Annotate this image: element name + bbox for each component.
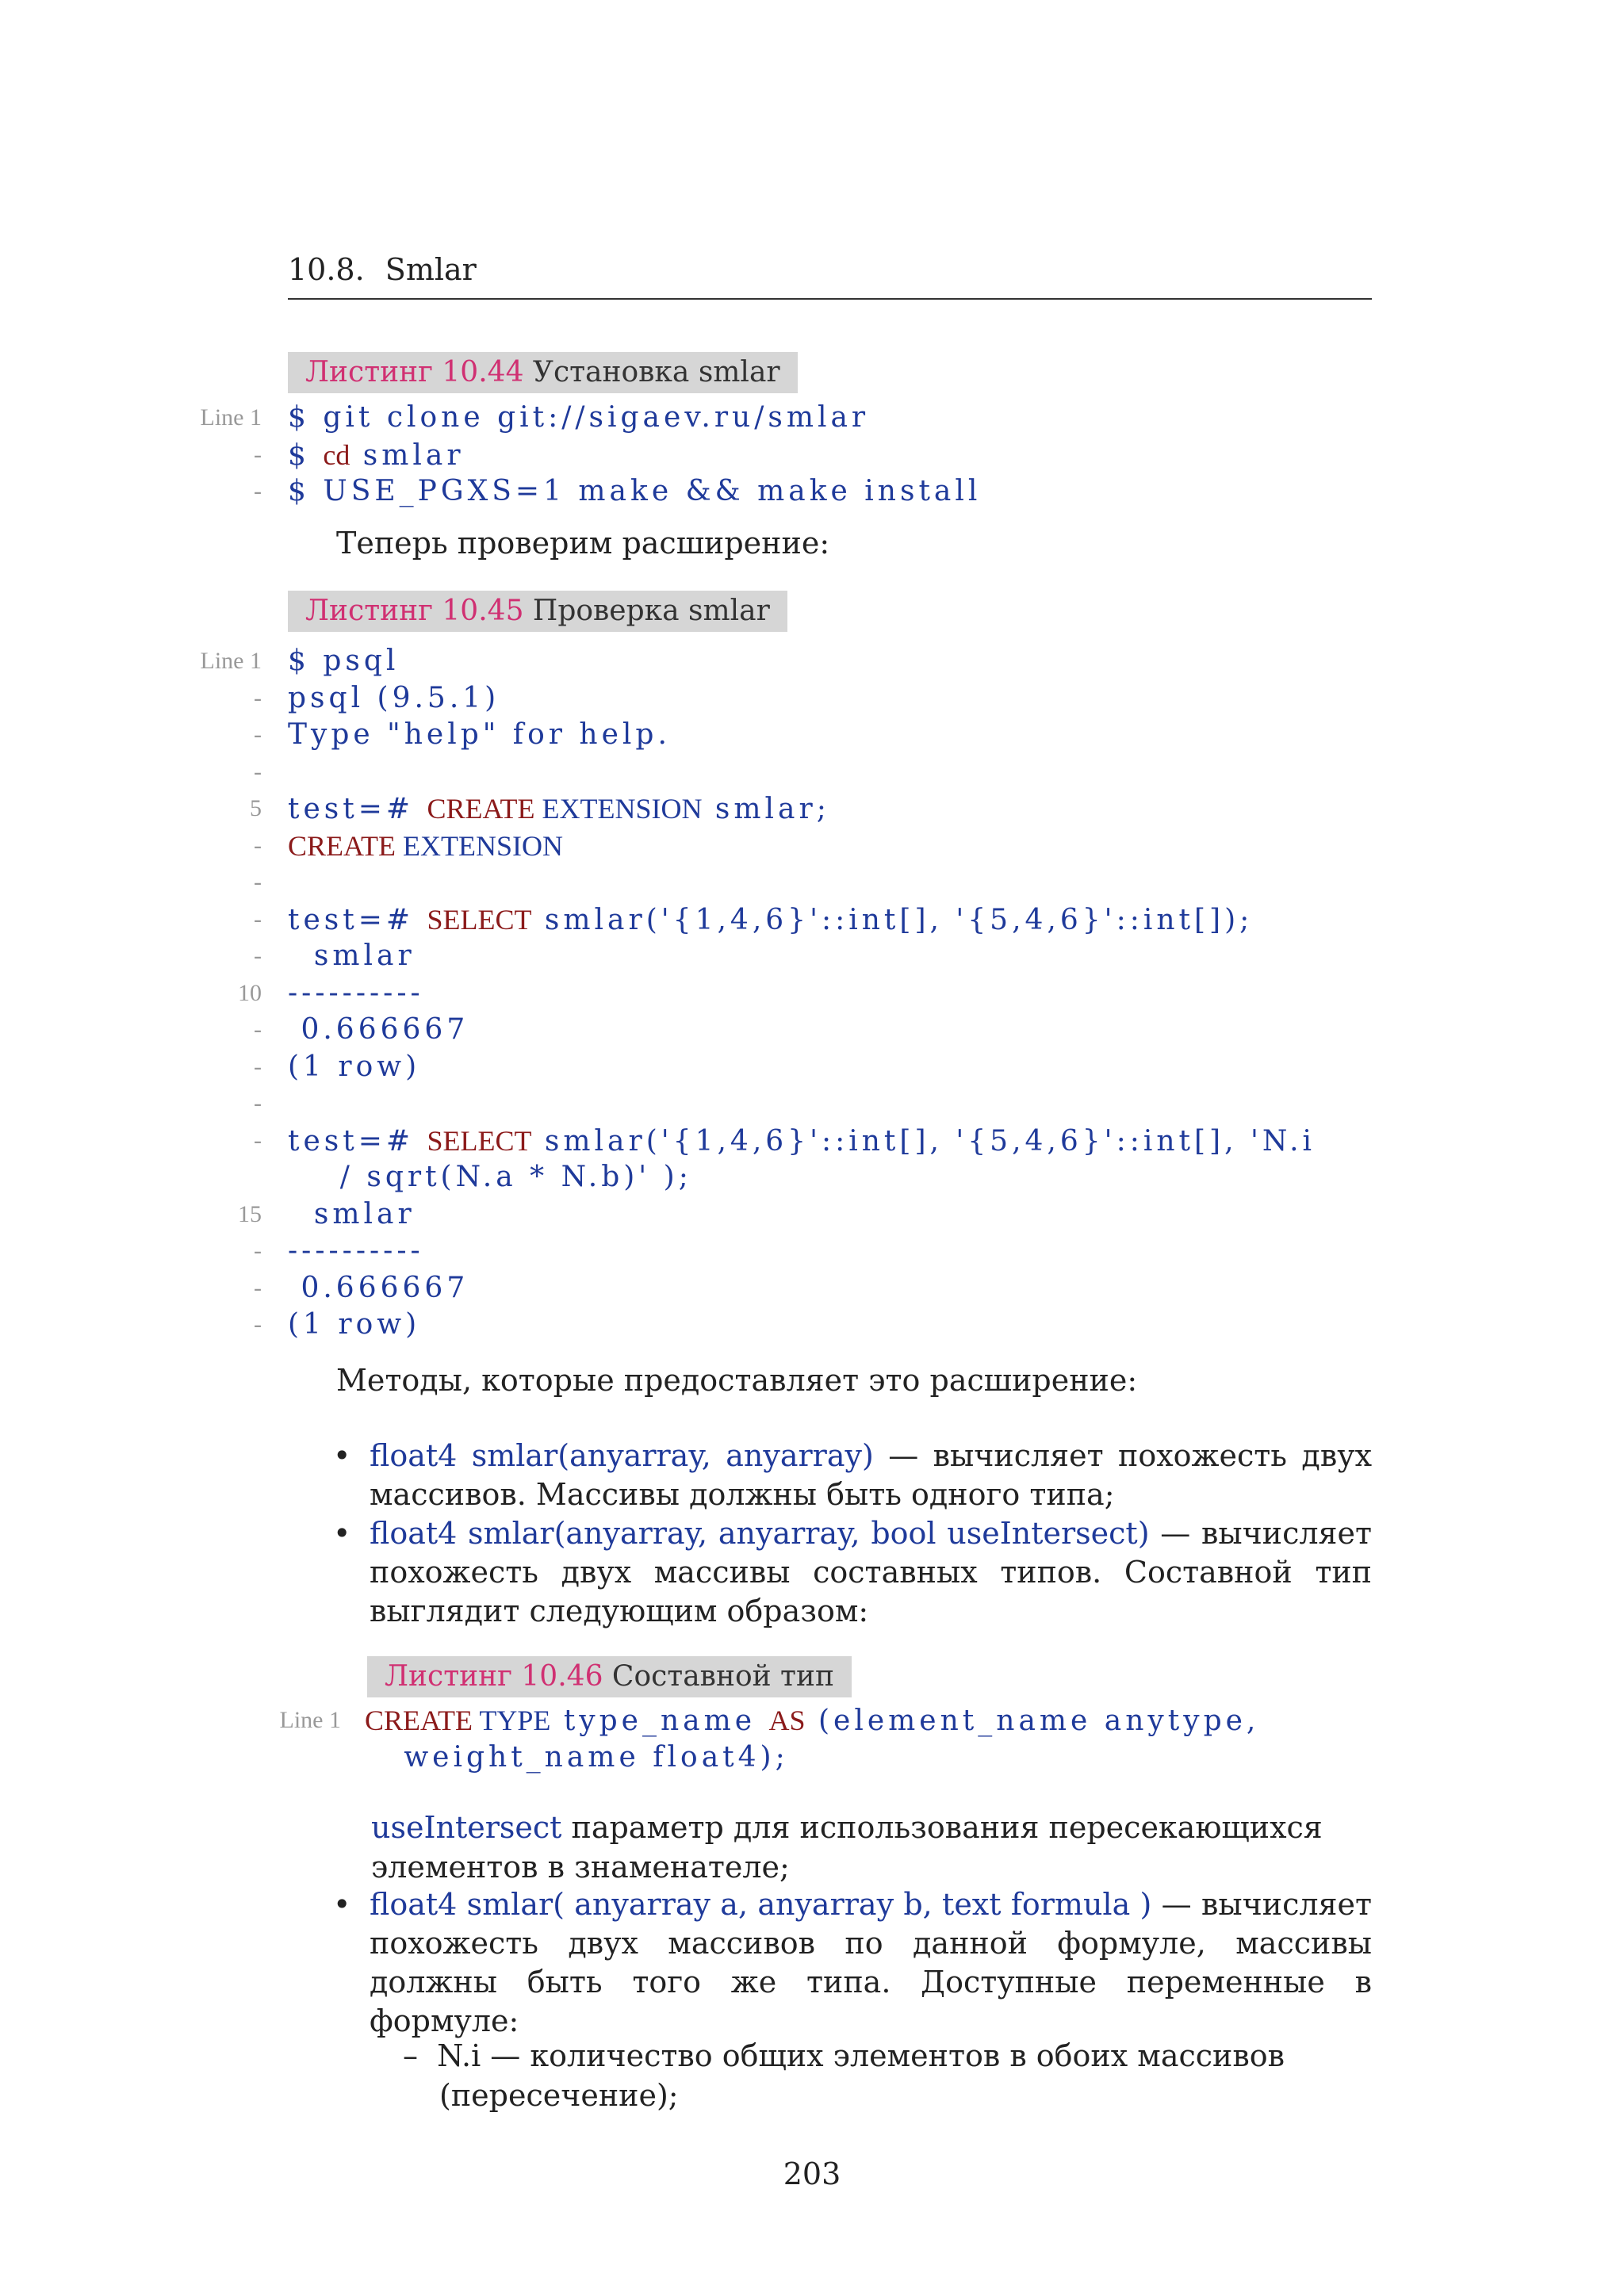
bullet-icon: • — [333, 1438, 351, 1473]
code-line — [0, 1307, 1624, 1344]
code-fragment: / sqrt(N.a * N.b)' ); — [288, 1161, 692, 1193]
code-fragment: 0.666667 — [288, 1271, 469, 1304]
code-text — [288, 643, 399, 680]
item-text: — вычисляет похожесть двух массивов. Массивы должны быть одного типа; — [370, 1438, 1372, 1512]
code-line — [0, 790, 1624, 828]
term: useIntersect — [371, 1810, 562, 1845]
code-line — [0, 828, 1624, 865]
code-fragment: test=# — [288, 903, 427, 936]
list-item — [333, 1885, 1372, 2041]
line-number: - — [254, 943, 262, 969]
listing-caption-45 — [288, 591, 787, 632]
bullet-icon: • — [333, 1516, 351, 1551]
code-line — [0, 643, 1624, 680]
code-text — [365, 1739, 789, 1777]
code-fragment: smlar — [350, 438, 465, 472]
line-number: - — [254, 441, 262, 468]
listing-label: Листинг 10.46 — [385, 1660, 603, 1693]
code-text — [288, 437, 465, 475]
code-keyword: TYPE — [473, 1705, 551, 1736]
code-keyword: CREATE — [288, 829, 396, 862]
code-text — [288, 680, 500, 718]
code-line — [0, 473, 1624, 511]
code-text — [288, 790, 830, 828]
listing-caption-46 — [367, 1656, 852, 1697]
bullet-list — [333, 1437, 1372, 1631]
code-keyword: CREATE — [365, 1705, 473, 1736]
code-fragment: smlar — [288, 1197, 416, 1230]
line-number: - — [254, 1053, 262, 1080]
code-fragment: (1 row) — [288, 1308, 421, 1341]
code-text — [288, 1196, 416, 1234]
code-keyword: EXTENSION — [396, 829, 563, 862]
function-signature: float4 smlar(anyarray, anyarray, bool useIntersect) — [370, 1516, 1150, 1551]
line-number: - — [254, 1127, 262, 1154]
code-listing-45 — [0, 643, 1624, 1344]
bullet-icon: • — [333, 1887, 351, 1922]
paragraph-check: Теперь проверим расширение: — [336, 526, 830, 561]
code-line — [0, 1159, 1624, 1196]
line-number: 5 — [250, 795, 262, 821]
code-fragment: 0.666667 — [288, 1013, 469, 1046]
line-number: - — [254, 1311, 262, 1337]
paragraph-use-intersect — [371, 1808, 1372, 1887]
line-number: - — [254, 905, 262, 932]
item-text: — вычисляет похожесть двух массивов по данной формуле, массивы должны быть того же типа. Доступные переменные в формуле: — [370, 1887, 1372, 2038]
code-text — [365, 1702, 1259, 1740]
code-fragment: (1 row) — [288, 1050, 421, 1083]
code-line — [0, 1123, 1624, 1160]
line-number: - — [254, 684, 262, 711]
code-keyword: EXTENSION — [534, 793, 703, 825]
code-fragment: smlar('{1,4,6}'::int[], '{5,4,6}'::int[]); — [531, 903, 1254, 936]
code-keyword: SELECT — [427, 903, 532, 936]
code-fragment: $ psql — [288, 645, 400, 677]
code-line — [0, 1270, 1624, 1307]
code-fragment: ---------- — [288, 976, 424, 1009]
code-line — [0, 400, 1624, 437]
paragraph-methods: Методы, которые предоставляет это расширение: — [336, 1363, 1138, 1398]
line-number: Line 1 — [279, 1707, 341, 1733]
code-fragment: smlar; — [702, 793, 830, 825]
item-text: — вычисляет похожесть двух массивы составных типов. Составной тип выглядит следующим образом: — [370, 1516, 1372, 1628]
code-text — [288, 1270, 469, 1307]
code-text — [288, 938, 416, 975]
section-title: Smlar — [385, 252, 477, 287]
code-fragment: ---------- — [288, 1234, 424, 1267]
code-fragment: smlar('{1,4,6}'::int[], '{5,4,6}'::int[], 'N.i — [531, 1124, 1316, 1158]
code-line — [0, 1049, 1624, 1086]
code-fragment: type_name — [550, 1705, 769, 1737]
code-text — [288, 901, 1253, 939]
line-number: - — [254, 478, 262, 504]
running-header — [288, 252, 1372, 300]
listing-caption-44 — [288, 352, 798, 393]
code-line — [0, 1085, 1624, 1123]
line-number: 15 — [238, 1200, 262, 1227]
sub-list-item — [403, 2036, 1408, 2115]
line-number: - — [254, 1090, 262, 1116]
function-signature: float4 smlar( anyarray a, anyarray b, text formula ) — [370, 1887, 1152, 1922]
code-fragment: $ USE_PGXS=1 make && make install — [288, 475, 982, 507]
code-text — [288, 1307, 420, 1344]
line-number: - — [254, 832, 262, 859]
code-text — [288, 1159, 692, 1196]
code-line — [0, 901, 1624, 939]
code-fragment: test=# — [288, 1124, 427, 1158]
code-text — [288, 473, 981, 511]
code-keyword: SELECT — [427, 1124, 532, 1157]
listing-title: Установка smlar — [532, 356, 780, 388]
code-fragment: $ — [288, 438, 324, 472]
line-number: - — [254, 1274, 262, 1301]
code-line — [0, 975, 1624, 1012]
code-line — [0, 1702, 1624, 1739]
code-listing-44 — [0, 400, 1624, 511]
code-text — [288, 828, 563, 866]
code-line — [0, 1196, 1624, 1234]
code-keyword: AS — [768, 1705, 806, 1736]
code-fragment: smlar — [288, 939, 416, 972]
code-fragment: Type "help" for help. — [288, 718, 671, 751]
section-number: 10.8. — [288, 252, 365, 287]
line-number: Line 1 — [200, 648, 262, 674]
code-fragment: psql (9.5.1) — [288, 681, 500, 714]
code-text — [288, 717, 671, 754]
line-number: - — [254, 1016, 262, 1043]
code-line — [0, 1012, 1624, 1049]
code-text — [288, 1049, 420, 1086]
listing-title: Составной тип — [611, 1660, 834, 1693]
listing-label: Листинг 10.44 — [305, 356, 524, 388]
code-line — [0, 938, 1624, 975]
listing-label: Листинг 10.45 — [305, 595, 524, 627]
term-description: параметр для использования пересекающихся элементов в знаменателе; — [371, 1810, 1323, 1885]
code-keyword: CREATE — [427, 793, 535, 825]
line-number: Line 1 — [200, 404, 262, 430]
code-listing-46 — [0, 1702, 1624, 1776]
code-line — [0, 864, 1624, 901]
list-item — [333, 1437, 1372, 1514]
line-number: - — [254, 721, 262, 748]
code-line — [0, 680, 1624, 718]
list-item — [333, 1514, 1372, 1631]
code-line — [0, 437, 1624, 474]
page-number: 203 — [783, 2156, 841, 2191]
code-fragment: weight_name float4); — [365, 1740, 789, 1774]
code-line — [0, 754, 1624, 791]
code-text — [288, 975, 424, 1012]
line-number: - — [254, 758, 262, 785]
code-text — [288, 1012, 469, 1049]
code-line — [0, 717, 1624, 754]
line-number: - — [254, 1238, 262, 1264]
code-text — [288, 400, 869, 437]
line-number: - — [254, 869, 262, 895]
code-fragment: test=# — [288, 793, 427, 825]
bullet-list-2 — [333, 1885, 1372, 2041]
code-fragment: (element_name anytype, — [805, 1705, 1260, 1737]
function-signature: float4 smlar(anyarray, anyarray) — [370, 1438, 874, 1473]
dash-icon: – — [403, 2038, 418, 2073]
sub-item-text: N.i — количество общих элементов в обоих массивов (пересечение); — [437, 2038, 1285, 2113]
listing-title: Проверка smlar — [532, 595, 770, 627]
code-line — [0, 1739, 1624, 1777]
code-text — [288, 1123, 1316, 1161]
code-text — [288, 1233, 424, 1270]
code-fragment: $ git clone git://sigaev.ru/smlar — [288, 401, 870, 434]
line-number: 10 — [238, 979, 262, 1006]
code-keyword: cd — [323, 438, 350, 471]
code-line — [0, 1233, 1624, 1270]
